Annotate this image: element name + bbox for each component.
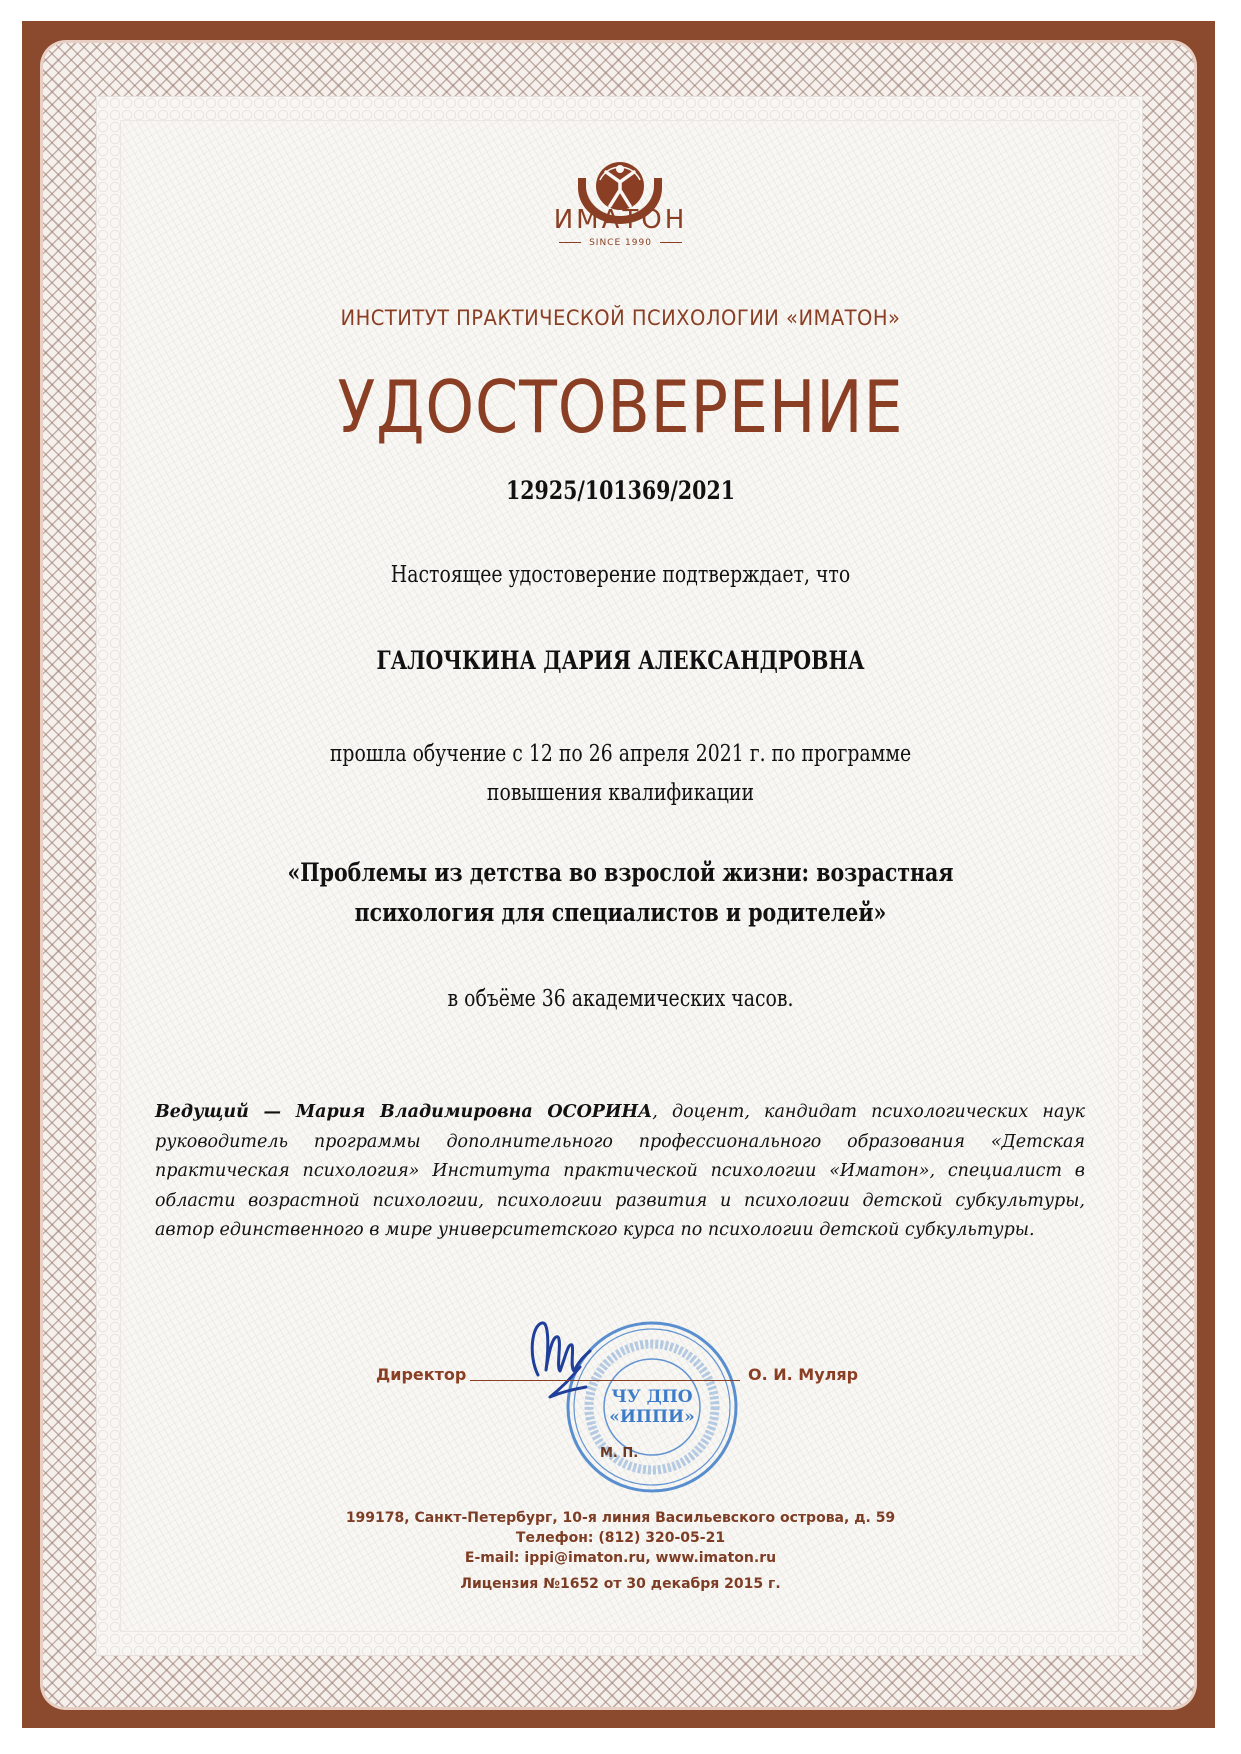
instructor-lead: Ведущий — Мария Владимировна ОСОРИНА (155, 1102, 653, 1122)
stamp-center-line-2: «ИППИ» (609, 1407, 695, 1427)
seal-mark: М. П. (600, 1446, 639, 1461)
signature-line (470, 1380, 740, 1381)
brand-name: ИМАТОН (553, 205, 688, 235)
program-line-1: «Проблемы из детства во взрослой жизни: возрастная (287, 858, 954, 887)
footer-license: Лицензия №1652 от 30 декабря 2015 г. (460, 1576, 781, 1592)
study-period (112, 735, 1130, 813)
director-label: Директор (376, 1365, 467, 1384)
program-line-2: психология для специалистов и родителей» (354, 898, 887, 927)
course-volume: в объёме 36 академических часов. (447, 986, 794, 1012)
institute-name: ИНСТИТУТ ПРАКТИЧЕСКОЙ ПСИХОЛОГИИ «ИМАТОН» (340, 306, 901, 330)
footer-address: 199178, Санкт-Петербург, 10-я линия Васильевского острова, д. 59 (345, 1510, 896, 1526)
certificate-number: 12925/101369/2021 (506, 476, 735, 505)
stamp-center-line-1: ЧУ ДПО (611, 1387, 693, 1407)
footer-email: E-mail: ippi@imaton.ru, www.imaton.ru (464, 1550, 777, 1566)
study-line-2: повышения квалификации (486, 780, 755, 806)
document-title: УДОСТОВЕРЕНИЕ (337, 365, 904, 449)
since-year: SINCE 1990 (0, 238, 1241, 248)
study-line-1: прошла обучение с 12 по 26 апреля 2021 г. по программе (329, 741, 912, 767)
holder-name: ГАЛОЧКИНА ДАРИЯ АЛЕКСАНДРОВНА (376, 646, 865, 675)
confirm-text: Настоящее удостоверение подтверждает, что (390, 562, 851, 588)
instructor-description: , доцент, кандидат психологических наук руководитель программы дополнительного профессионального образования «Детская практическая психология» Института практической психологии «Иматон», специалист в области возрастной психологии, психологии развития и психологии детской субкультуры, автор единственного в мире университетского курса по психологии детской субкультуры. (155, 1102, 1085, 1240)
director-name: О. И. Муляр (748, 1365, 859, 1384)
footer-phone: Телефон: (812) 320-05-21 (515, 1530, 726, 1546)
program-title (112, 853, 1130, 933)
signature-row (0, 1362, 1241, 1392)
instructor-bio (155, 1098, 1085, 1246)
